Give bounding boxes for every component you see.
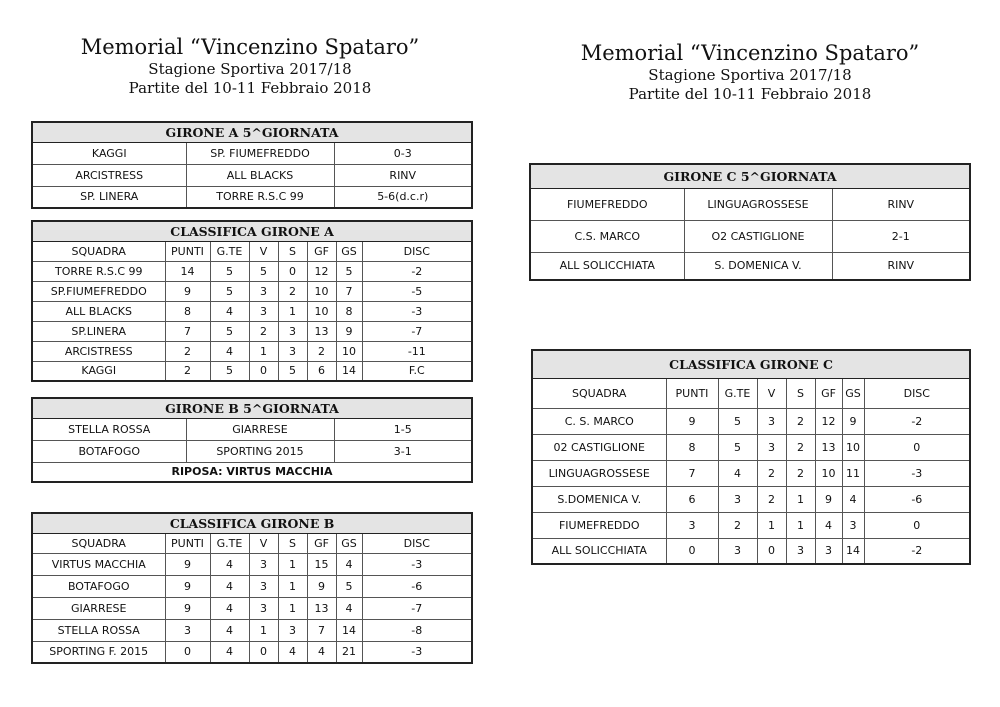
table-row: [32, 619, 472, 641]
s: 1: [278, 553, 307, 575]
team-name: S.DOMENICA V.: [532, 486, 666, 512]
disc: 0: [864, 512, 970, 538]
s: 2: [786, 408, 815, 434]
gs: 9: [842, 408, 864, 434]
v: 0: [757, 538, 786, 564]
home-team: STELLA ROSSA: [32, 418, 186, 440]
punti: 2: [165, 341, 210, 361]
s: 5: [278, 361, 307, 381]
gf: 12: [307, 261, 336, 281]
match-result: 0-3: [334, 142, 472, 164]
team-name: BOTAFOGO: [32, 575, 165, 597]
col-punti: PUNTI: [666, 378, 718, 408]
punti: 9: [165, 575, 210, 597]
disc: -7: [362, 321, 472, 341]
girone-a-matches-table: [31, 121, 473, 209]
gte: 4: [210, 341, 249, 361]
match-result: RINV: [334, 164, 472, 186]
punti: 8: [666, 434, 718, 460]
disc: -8: [362, 619, 472, 641]
classifica-c-title: CLASSIFICA GIRONE C: [532, 350, 970, 378]
gte: 4: [210, 641, 249, 663]
team-name: GIARRESE: [32, 597, 165, 619]
table-row: [532, 486, 970, 512]
s: 1: [786, 486, 815, 512]
gs: 14: [336, 361, 362, 381]
punti: 6: [666, 486, 718, 512]
gf: 13: [307, 597, 336, 619]
table-row: [532, 512, 970, 538]
col-s: S: [278, 533, 307, 553]
table-row: [32, 321, 472, 341]
gf: 4: [307, 641, 336, 663]
team-name: ALL BLACKS: [32, 301, 165, 321]
gf: 12: [815, 408, 842, 434]
match-row: [32, 440, 472, 462]
disc: -6: [362, 575, 472, 597]
v: 3: [249, 597, 278, 619]
away-team: GIARRESE: [186, 418, 334, 440]
home-team: ARCISTRESS: [32, 164, 186, 186]
v: 2: [249, 321, 278, 341]
gf: 13: [307, 321, 336, 341]
gf: 10: [307, 301, 336, 321]
match-row: [530, 220, 970, 252]
gs: 14: [336, 619, 362, 641]
left-header: [40, 34, 460, 98]
table-row: [32, 553, 472, 575]
table-row: [32, 281, 472, 301]
match-row: [530, 252, 970, 280]
s: 3: [278, 341, 307, 361]
gte: 5: [718, 408, 757, 434]
match-result: 3-1: [334, 440, 472, 462]
team-name: SPORTING F. 2015: [32, 641, 165, 663]
disc: -3: [864, 460, 970, 486]
left-season: Stagione Sportiva 2017/18: [148, 60, 352, 78]
gf: 15: [307, 553, 336, 575]
gf: 4: [815, 512, 842, 538]
match-row: [32, 186, 472, 208]
disc: -3: [362, 553, 472, 575]
gte: 4: [210, 619, 249, 641]
girone-c-matches-title: GIRONE C 5^GIORNATA: [530, 164, 970, 188]
gs: 3: [842, 512, 864, 538]
classifica-a-table: [31, 220, 473, 382]
col-v: V: [249, 533, 278, 553]
col-gte: G.TE: [210, 241, 249, 261]
home-team: SP. LINERA: [32, 186, 186, 208]
gte: 5: [210, 261, 249, 281]
gte: 2: [718, 512, 757, 538]
girone-b-matches-table: [31, 397, 473, 483]
v: 2: [757, 460, 786, 486]
punti: 7: [165, 321, 210, 341]
punti: 9: [165, 597, 210, 619]
gf: 7: [307, 619, 336, 641]
col-s: S: [278, 241, 307, 261]
v: 3: [757, 408, 786, 434]
team-name: ALL SOLICCHIATA: [532, 538, 666, 564]
right-season: Stagione Sportiva 2017/18: [648, 66, 852, 84]
col-gs: GS: [336, 533, 362, 553]
table-row: [32, 575, 472, 597]
punti: 3: [666, 512, 718, 538]
s: 1: [786, 512, 815, 538]
punti: 9: [666, 408, 718, 434]
s: 3: [786, 538, 815, 564]
s: 1: [278, 575, 307, 597]
col-s: S: [786, 378, 815, 408]
v: 3: [249, 301, 278, 321]
match-row: [32, 418, 472, 440]
away-team: LINGUAGROSSESE: [684, 188, 832, 220]
gf: 10: [307, 281, 336, 301]
punti: 0: [165, 641, 210, 663]
table-row: [32, 361, 472, 381]
gs: 11: [842, 460, 864, 486]
gf: 9: [307, 575, 336, 597]
punti: 7: [666, 460, 718, 486]
left-dates: Partite del 10-11 Febbraio 2018: [128, 79, 372, 97]
gf: 2: [307, 341, 336, 361]
col-gf: GF: [815, 378, 842, 408]
gs: 21: [336, 641, 362, 663]
v: 3: [249, 281, 278, 301]
col-squadra: SQUADRA: [32, 241, 165, 261]
gs: 5: [336, 575, 362, 597]
disc: -11: [362, 341, 472, 361]
gs: 14: [842, 538, 864, 564]
table-row: [32, 641, 472, 663]
s: 2: [278, 281, 307, 301]
team-name: 02 CASTIGLIONE: [532, 434, 666, 460]
gte: 5: [210, 361, 249, 381]
match-result: 5-6(d.c.r): [334, 186, 472, 208]
v: 3: [249, 553, 278, 575]
v: 1: [249, 341, 278, 361]
gte: 4: [210, 597, 249, 619]
team-name: VIRTUS MACCHIA: [32, 553, 165, 575]
s: 3: [278, 619, 307, 641]
table-row: [32, 341, 472, 361]
gte: 5: [718, 434, 757, 460]
home-team: BOTAFOGO: [32, 440, 186, 462]
disc: -2: [864, 408, 970, 434]
disc: -2: [864, 538, 970, 564]
punti: 3: [165, 619, 210, 641]
team-name: C. S. MARCO: [532, 408, 666, 434]
v: 1: [757, 512, 786, 538]
v: 5: [249, 261, 278, 281]
classifica-a-title: CLASSIFICA GIRONE A: [32, 221, 472, 241]
punti: 8: [165, 301, 210, 321]
punti: 9: [165, 281, 210, 301]
team-name: ARCISTRESS: [32, 341, 165, 361]
gte: 4: [210, 553, 249, 575]
match-result: RINV: [832, 252, 970, 280]
match-row: [530, 188, 970, 220]
right-title: Memorial “Vincenzino Spataro”: [580, 41, 920, 65]
col-squadra: SQUADRA: [532, 378, 666, 408]
col-disc: DISC: [362, 241, 472, 261]
away-team: SPORTING 2015: [186, 440, 334, 462]
s: 2: [786, 460, 815, 486]
away-team: S. DOMENICA V.: [684, 252, 832, 280]
column-header-row: [532, 378, 970, 408]
gf: 6: [307, 361, 336, 381]
col-gs: GS: [842, 378, 864, 408]
left-title: Memorial “Vincenzino Spataro”: [80, 35, 420, 59]
table-row: [532, 460, 970, 486]
girone-c-matches-table: [529, 163, 971, 281]
punti: 9: [165, 553, 210, 575]
home-team: C.S. MARCO: [530, 220, 684, 252]
v: 2: [757, 486, 786, 512]
col-punti: PUNTI: [165, 241, 210, 261]
gte: 4: [718, 460, 757, 486]
match-result: 2-1: [832, 220, 970, 252]
disc: -2: [362, 261, 472, 281]
team-name: SP.LINERA: [32, 321, 165, 341]
gf: 3: [815, 538, 842, 564]
col-v: V: [249, 241, 278, 261]
bye-note: RIPOSA: VIRTUS MACCHIA: [32, 462, 472, 482]
gs: 7: [336, 281, 362, 301]
column-header-row: [32, 533, 472, 553]
v: 3: [249, 575, 278, 597]
classifica-b-table: [31, 512, 473, 664]
column-header-row: [32, 241, 472, 261]
s: 3: [278, 321, 307, 341]
gs: 4: [336, 553, 362, 575]
match-result: RINV: [832, 188, 970, 220]
s: 1: [278, 301, 307, 321]
team-name: TORRE R.S.C 99: [32, 261, 165, 281]
table-row: [32, 301, 472, 321]
gs: 10: [336, 341, 362, 361]
table-row: [32, 597, 472, 619]
disc: F.C: [362, 361, 472, 381]
table-row: [532, 408, 970, 434]
table-row: [532, 538, 970, 564]
away-team: ALL BLACKS: [186, 164, 334, 186]
match-row: [32, 142, 472, 164]
gf: 10: [815, 460, 842, 486]
s: 4: [278, 641, 307, 663]
punti: 2: [165, 361, 210, 381]
gs: 5: [336, 261, 362, 281]
col-gf: GF: [307, 533, 336, 553]
gs: 9: [336, 321, 362, 341]
right-header: [540, 40, 960, 104]
team-name: SP.FIUMEFREDDO: [32, 281, 165, 301]
away-team: TORRE R.S.C 99: [186, 186, 334, 208]
gf: 13: [815, 434, 842, 460]
table-row: [32, 261, 472, 281]
punti: 0: [666, 538, 718, 564]
s: 0: [278, 261, 307, 281]
away-team: O2 CASTIGLIONE: [684, 220, 832, 252]
col-disc: DISC: [864, 378, 970, 408]
team-name: STELLA ROSSA: [32, 619, 165, 641]
col-disc: DISC: [362, 533, 472, 553]
col-squadra: SQUADRA: [32, 533, 165, 553]
col-gte: G.TE: [210, 533, 249, 553]
gs: 4: [842, 486, 864, 512]
gte: 4: [210, 301, 249, 321]
gte: 4: [210, 575, 249, 597]
disc: -5: [362, 281, 472, 301]
girone-a-matches-title: GIRONE A 5^GIORNATA: [32, 122, 472, 142]
girone-b-matches-title: GIRONE B 5^GIORNATA: [32, 398, 472, 418]
gte: 3: [718, 538, 757, 564]
match-result: 1-5: [334, 418, 472, 440]
col-gf: GF: [307, 241, 336, 261]
match-row: [32, 164, 472, 186]
v: 1: [249, 619, 278, 641]
home-team: KAGGI: [32, 142, 186, 164]
punti: 14: [165, 261, 210, 281]
col-punti: PUNTI: [165, 533, 210, 553]
away-team: SP. FIUMEFREDDO: [186, 142, 334, 164]
disc: -3: [362, 301, 472, 321]
col-gte: G.TE: [718, 378, 757, 408]
gs: 4: [336, 597, 362, 619]
table-row: [532, 434, 970, 460]
col-gs: GS: [336, 241, 362, 261]
team-name: KAGGI: [32, 361, 165, 381]
disc: 0: [864, 434, 970, 460]
classifica-c-table: [531, 349, 971, 565]
right-dates: Partite del 10-11 Febbraio 2018: [628, 85, 872, 103]
s: 1: [278, 597, 307, 619]
v: 0: [249, 361, 278, 381]
disc: -7: [362, 597, 472, 619]
col-v: V: [757, 378, 786, 408]
team-name: LINGUAGROSSESE: [532, 460, 666, 486]
classifica-b-title: CLASSIFICA GIRONE B: [32, 513, 472, 533]
gte: 3: [718, 486, 757, 512]
gte: 5: [210, 281, 249, 301]
home-team: FIUMEFREDDO: [530, 188, 684, 220]
gte: 5: [210, 321, 249, 341]
team-name: FIUMEFREDDO: [532, 512, 666, 538]
v: 3: [757, 434, 786, 460]
home-team: ALL SOLICCHIATA: [530, 252, 684, 280]
disc: -6: [864, 486, 970, 512]
gf: 9: [815, 486, 842, 512]
disc: -3: [362, 641, 472, 663]
s: 2: [786, 434, 815, 460]
v: 0: [249, 641, 278, 663]
gs: 10: [842, 434, 864, 460]
gs: 8: [336, 301, 362, 321]
